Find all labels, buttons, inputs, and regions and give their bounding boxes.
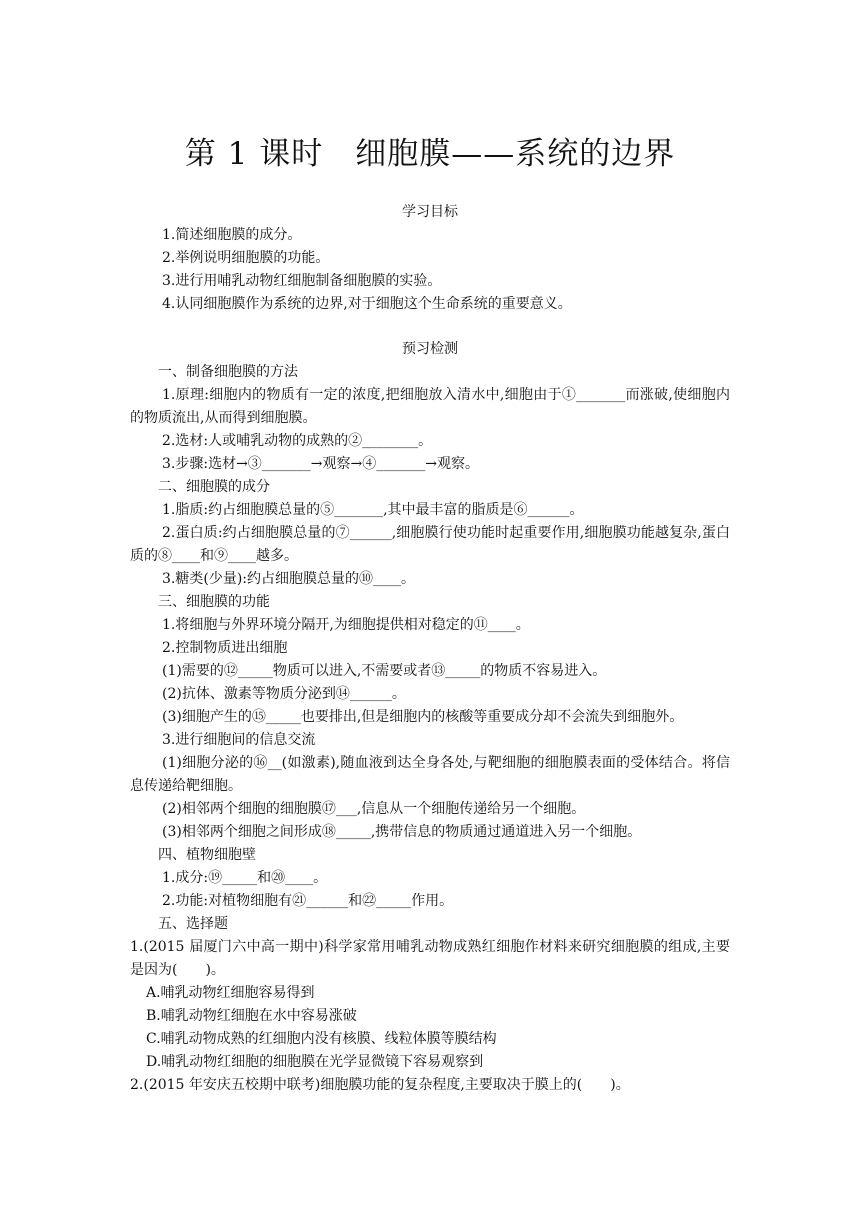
section-title: 四、植物细胞壁 — [158, 847, 256, 863]
objective-item: 2.举例说明细胞膜的功能。 — [162, 250, 330, 266]
question-option: D.哺乳动物红细胞的细胞膜在光学显微镜下容易观察到 — [146, 1054, 484, 1070]
list-item: 1.脂质:约占细胞膜总量的⑤_______,其中最丰富的脂质是⑥______。 — [162, 502, 584, 518]
list-item: 1.成分:⑲_____和⑳____。 — [162, 870, 328, 886]
document-body — [130, 195, 730, 1097]
list-item: 3.糖类(少量):约占细胞膜总量的⑩____。 — [162, 571, 415, 587]
objective-item: 4.认同细胞膜作为系统的边界,对于细胞这个生命系统的重要意义。 — [162, 296, 572, 312]
list-item: 2.选材:人或哺乳动物的成熟的②________。 — [162, 433, 433, 449]
question-option: A.哺乳动物红细胞容易得到 — [146, 985, 315, 1001]
objectives-heading: 学习目标 — [402, 204, 458, 220]
objective-item: 3.进行用哺乳动物红细胞制备细胞膜的实验。 — [162, 273, 442, 289]
question-option: C.哺乳动物成熟的红细胞内没有核膜、线粒体膜等膜结构 — [146, 1031, 497, 1047]
question-2: 2.(2015 年安庆五校期中联考)细胞膜功能的复杂程度,主要取决于膜上的( )。 — [130, 1077, 630, 1093]
question-1: 1.(2015 届厦门六中高一期中)科学家常用哺乳动物成熟红细胞作材料来研究细胞膜的组成,主要是因为( )。 — [130, 939, 730, 978]
list-item: 2.功能:对植物细胞有㉑______和㉒_____作用。 — [162, 893, 454, 909]
sub-item: (1)细胞分泌的⑯__(如激素),随血液到达全身各处,与靶细胞的细胞膜表面的受体结合。将信息传递给靶细胞。 — [130, 755, 730, 794]
section-title: 三、细胞膜的功能 — [158, 594, 270, 610]
section-title: 一、制备细胞膜的方法 — [158, 364, 298, 380]
section-title: 五、选择题 — [158, 916, 228, 932]
list-item: 1.将细胞与外界环境分隔开,为细胞提供相对稳定的⑪____。 — [162, 617, 530, 633]
list-item: 2.控制物质进出细胞 — [162, 640, 288, 656]
page-title: 第 1 课时 细胞膜——系统的边界 — [184, 136, 676, 172]
sub-item: (3)相邻两个细胞之间形成⑱_____,携带信息的物质通过通道进入另一个细胞。 — [162, 824, 642, 840]
preview-heading: 预习检测 — [402, 341, 458, 357]
question-option: B.哺乳动物红细胞在水中容易涨破 — [146, 1008, 357, 1024]
objective-item: 1.简述细胞膜的成分。 — [162, 227, 302, 243]
sub-item: (3)细胞产生的⑮_____也要排出,但是细胞内的核酸等重要成分却不会流失到细胞外。 — [162, 709, 684, 725]
list-item: 2.蛋白质:约占细胞膜总量的⑦______,细胞膜行使功能时起重要作用,细胞膜功能越复杂,蛋白质的⑧____和⑨____越多。 — [130, 525, 730, 564]
list-item: 3.步骤:选材→③_______→观察→④_______→观察。 — [162, 456, 479, 472]
sub-item: (2)抗体、激素等物质分泌到⑭______。 — [162, 686, 406, 702]
sub-item: (2)相邻两个细胞的细胞膜⑰___,信息从一个细胞传递给另一个细胞。 — [162, 801, 586, 817]
section-title: 二、细胞膜的成分 — [158, 479, 270, 495]
list-item: 1.原理:细胞内的物质有一定的浓度,把细胞放入清水中,细胞由于①_______而涨破,使细胞内的物质流出,从而得到细胞膜。 — [130, 387, 730, 426]
list-item: 3.进行细胞间的信息交流 — [162, 732, 316, 748]
sub-item: (1)需要的⑫_____物质可以进入,不需要或者⑬_____的物质不容易进入。 — [162, 663, 607, 679]
